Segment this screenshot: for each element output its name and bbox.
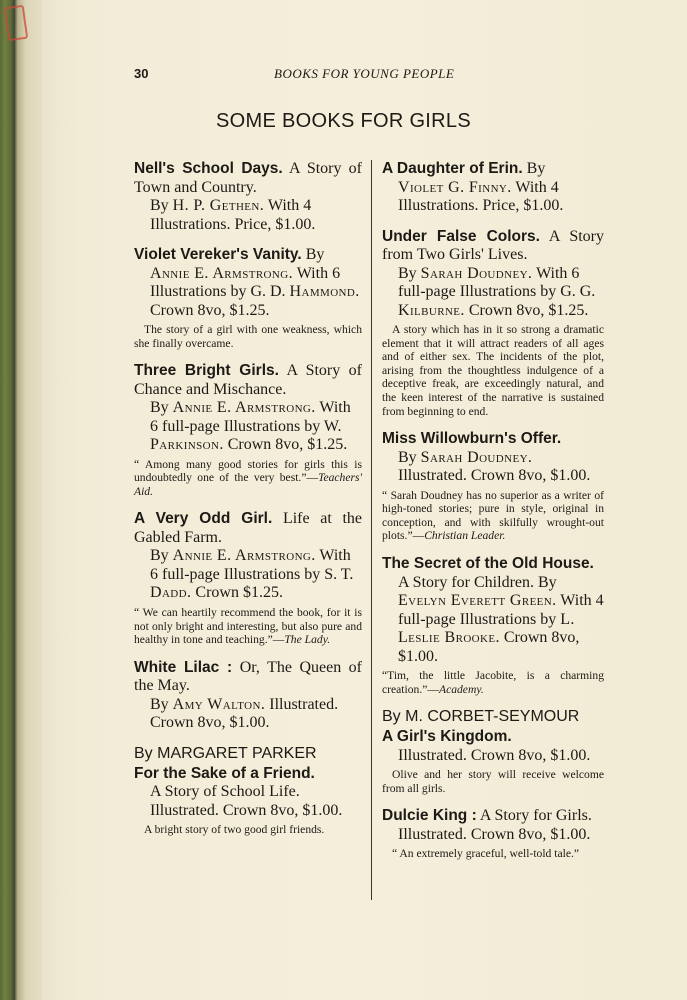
book-blurb: A story which has in it so strong a dramatic element that it will attract readers of all ages and of either sex. The incidents of the plot, arising from the thoughtless indulgence of a deceptive freak, are exceedingly natural, and the keen interest of the narrative is sustained from beginning to end. — [382, 323, 604, 418]
book-blurb: Olive and her story will receive welcome from all girls. — [382, 768, 604, 795]
book-title: Violet Vereker's Vanity. — [134, 246, 302, 263]
book-binding-edge — [0, 0, 42, 1000]
book-subtitle: A Story for Children. — [398, 573, 534, 591]
author-heading-name: M. CORBET-SEYMOUR — [405, 708, 580, 726]
blurb-source: Academy. — [438, 682, 484, 696]
book-format-price: Crown 8vo, $1.00. — [398, 629, 580, 665]
book-details: With 6 full-page Illustrations by S. T. — [150, 547, 354, 583]
book-subtitle: A Story for Girls. — [479, 807, 592, 825]
book-details: With 6 full-page Illustrations by G. G. — [398, 264, 596, 300]
book-title: Miss Willowburn's Offer. — [382, 430, 562, 448]
book-subtitle: A Story of Town and Country. — [134, 160, 362, 196]
blurb-source: The Lady. — [284, 633, 331, 647]
page-number: 30 — [134, 66, 149, 81]
book-title: Dulcie King : — [382, 807, 477, 825]
by-label: By — [398, 448, 417, 466]
by-label: By — [150, 399, 169, 417]
book-title: A Daughter of Erin. — [382, 160, 523, 177]
book-subtitle: Life at the Gabled Farm. — [134, 510, 363, 546]
book-author: Evelyn Everett Green. — [398, 592, 557, 610]
by-label: By — [150, 197, 169, 214]
by-label: By — [134, 744, 153, 762]
book-author: Amy Walton. — [172, 695, 266, 713]
book-details: Illustrated. Crown 8vo, $1.00. — [150, 695, 339, 732]
book-entry-white-lilac — [134, 659, 362, 733]
book-entry-the-secret-of-the-old-house — [382, 555, 604, 696]
book-blurb: “ We can heartily recommend the book, for it is not only bright and interesting, but also pure and healthy in tone and teaching.”— — [134, 605, 362, 647]
by-label: By — [305, 246, 325, 263]
book-entry-violet-verekers-vanity — [134, 246, 362, 350]
book-illustrator: Kilburne. — [398, 301, 465, 319]
book-title: A Very Odd Girl. — [134, 510, 273, 528]
book-illustrator: Dadd. — [150, 584, 192, 602]
column-divider — [371, 160, 372, 900]
book-author: Annie E. Armstrong. — [150, 264, 293, 282]
right-column — [382, 160, 604, 873]
book-blurb: “ Among many good stories for girls this is undoubtedly one of the very best.”— — [134, 457, 362, 485]
book-details: Illustrated. Crown 8vo, $1.00. — [398, 825, 591, 843]
book-title: Nell's School Days. — [134, 160, 283, 177]
book-blurb: A bright story of two good girl friends. — [144, 823, 325, 837]
book-details: With 4 full-page Illustrations by — [398, 592, 604, 628]
book-entry-for-the-sake-of-a-friend — [134, 745, 362, 837]
book-details: Illustrated. Crown 8vo, $1.00. — [398, 746, 591, 764]
book-title: For the Sake of a Friend. — [134, 764, 315, 782]
book-details: With 6 full-page Illustrations by W. — [150, 399, 351, 435]
book-entry-nells-school-days — [134, 160, 362, 234]
book-title: White Lilac : — [134, 658, 233, 676]
left-column — [134, 160, 362, 849]
book-entry-under-false-colors — [382, 228, 604, 419]
blurb-source: Christian Leader. — [424, 529, 506, 543]
book-blurb: “Tim, the little Jacobite, is a charming creation.”— — [382, 669, 604, 696]
book-illustrator: L. Leslie Brooke. — [398, 610, 575, 647]
book-subtitle: Or, The Queen of the May. — [134, 658, 362, 695]
author-heading-name: MARGARET PARKER — [157, 744, 317, 762]
book-format-price: Crown 8vo, $1.25. — [468, 301, 589, 319]
book-author: H. P. Gethen. — [172, 197, 265, 214]
book-blurb: “ Sarah Doudney has no superior as a writer of high-toned stories; pure in style, original in conception, and with skilfully wrought-out plots.”— — [382, 488, 604, 543]
by-label: By — [150, 547, 169, 565]
book-title: Three Bright Girls. — [134, 362, 279, 380]
book-entry-a-daughter-of-erin — [382, 160, 604, 216]
book-author: Sarah Doudney. — [420, 264, 533, 282]
by-label: By — [150, 695, 169, 713]
book-entry-a-very-odd-girl — [134, 510, 362, 646]
book-details: Illustrated. Crown 8vo, $1.00. — [398, 467, 591, 485]
book-details: With 4 Illustrations. Price, $1.00. — [398, 178, 564, 214]
book-blurb: “ An extremely graceful, well-told tale.” — [392, 847, 580, 861]
binding-mark — [4, 5, 29, 41]
book-author: Violet G. Finny. — [398, 178, 512, 196]
book-entry-a-girls-kingdom — [382, 708, 604, 795]
book-blurb: The story of a girl with one weakness, which she finally overcame. — [134, 323, 362, 350]
book-title: A Girl's Kingdom. — [382, 728, 512, 746]
book-format-price: Crown 8vo, $1.25. — [227, 436, 348, 454]
book-author: Annie E. Armstrong. — [172, 547, 316, 565]
book-title: The Secret of the Old House. — [382, 555, 594, 573]
book-format-price: Crown $1.25. — [195, 584, 283, 602]
book-details: With 4 Illustrations. Price, $1.00. — [150, 197, 316, 233]
book-format-price: Crown 8vo, $1.25. — [150, 301, 270, 319]
running-head: BOOKS FOR YOUNG PEOPLE — [274, 66, 455, 81]
book-author: Sarah Doudney. — [420, 448, 533, 466]
blurb-source: Teachers' Aid. — [134, 471, 362, 498]
book-entry-three-bright-girls — [134, 362, 362, 498]
book-entry-miss-willowburns-offer — [382, 430, 604, 543]
by-label: By — [526, 160, 546, 177]
book-subtitle: A Story from Two Girls' Lives. — [382, 227, 604, 263]
author-heading — [382, 708, 604, 726]
section-title: SOME BOOKS FOR GIRLS — [216, 110, 471, 132]
by-label: By — [398, 264, 417, 282]
author-heading — [134, 745, 362, 763]
by-label: By — [538, 573, 557, 591]
book-subtitle: A Story of Chance and Mischance. — [134, 362, 362, 398]
book-details: A Story of School Life. Illustrated. Crown 8vo, $1.00. — [150, 783, 343, 819]
book-illustrator: Hammond. — [289, 283, 360, 300]
book-title: Under False Colors. — [382, 227, 540, 245]
by-label: By — [382, 708, 401, 726]
book-author: Annie E. Armstrong. — [172, 399, 316, 417]
book-entry-dulcie-king — [382, 807, 604, 861]
book-details: With 6 Illustrations by G. D. — [150, 264, 341, 300]
book-illustrator: Parkinson. — [150, 436, 224, 454]
